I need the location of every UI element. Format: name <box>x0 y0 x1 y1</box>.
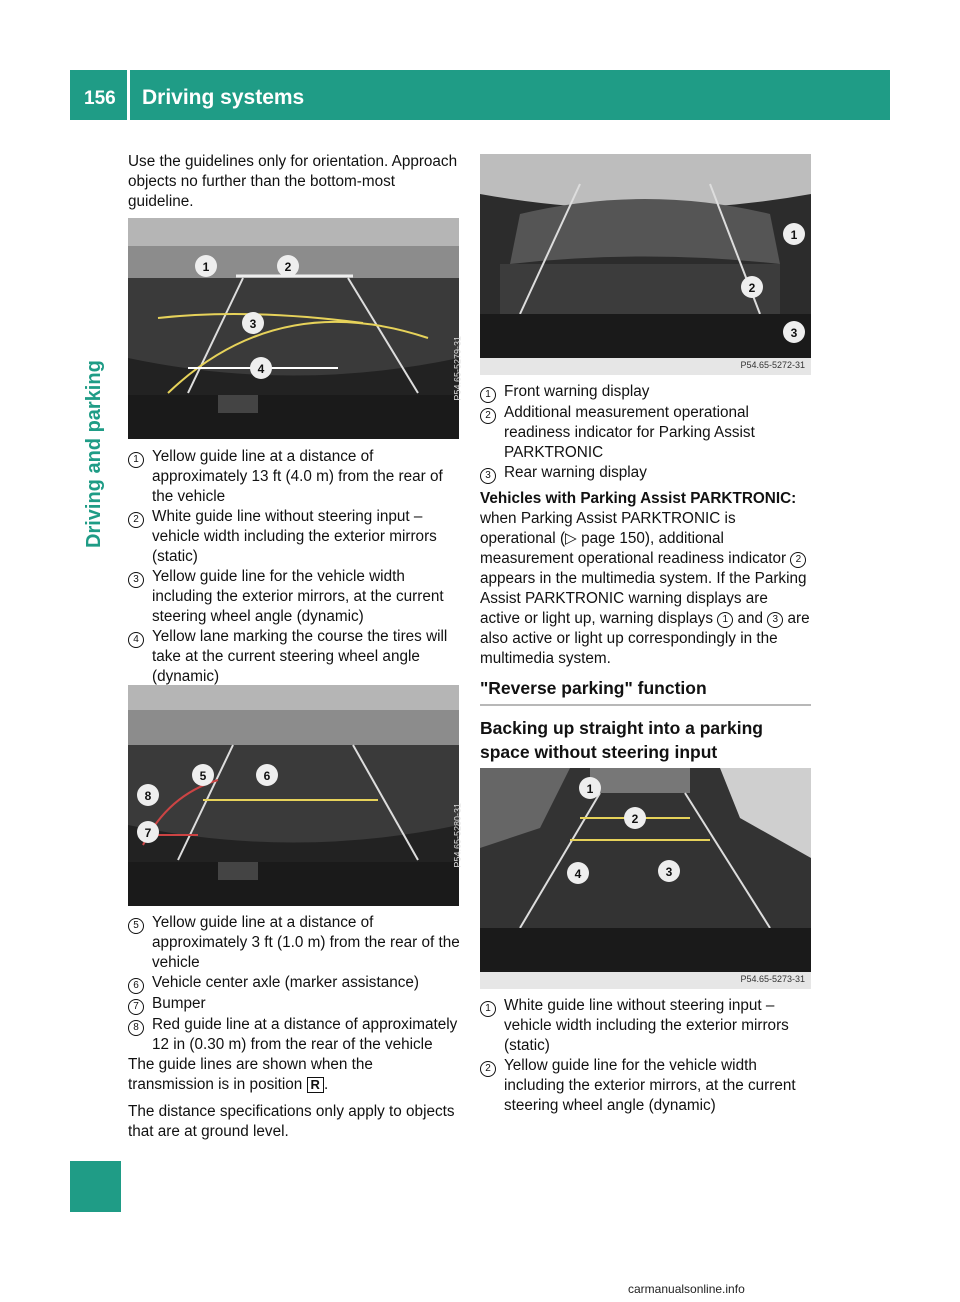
section-rule <box>480 704 811 706</box>
paragraph-text: . <box>323 1076 329 1093</box>
svg-text:4: 4 <box>574 867 582 881</box>
legend-item <box>128 913 460 973</box>
item-text: Yellow guide line at a distance of approximately 13 ft (4.0 m) from the rear of the vehicle <box>152 448 443 505</box>
header-divider <box>127 70 130 120</box>
item-number: 6 <box>128 978 144 994</box>
item-text: Bumper <box>152 995 206 1012</box>
camera-image-3 <box>480 154 811 375</box>
item-number: 7 <box>128 999 144 1015</box>
page-header <box>70 70 890 120</box>
item-text: Front warning display <box>504 383 650 400</box>
ref-number: 1 <box>717 612 733 628</box>
legend-item <box>128 567 460 627</box>
svg-text:3: 3 <box>665 865 673 879</box>
camera-image-4 <box>480 768 811 989</box>
bold-lead: Vehicles with Parking Assist PARKTRONIC: <box>480 490 797 507</box>
chapter-sidebar-label: Driving and parking <box>83 360 105 548</box>
gear-r-symbol: R <box>307 1077 324 1093</box>
item-number: 1 <box>480 1001 496 1017</box>
item-text: Yellow guide line for the vehicle width including the exterior mirrors, at the current steering wheel angle (dynamic) <box>504 1057 796 1114</box>
item-number: 1 <box>128 452 144 468</box>
item-number: 3 <box>128 572 144 588</box>
item-text: Additional measurement operational readiness indicator for Parking Assist PARKTRONIC <box>504 404 755 461</box>
legend-item <box>128 627 460 687</box>
footer-watermark: carmanualsonline.info <box>628 1282 745 1296</box>
item-number: 2 <box>128 512 144 528</box>
paragraph-text: appears in the multimedia system. If the Parking Assist PARKTRONIC warning displays are active or light up, warning displays <box>480 570 807 627</box>
transmission-paragraph <box>128 1055 460 1095</box>
legend-list-2 <box>128 913 460 1055</box>
chapter-tab-block <box>70 1161 121 1212</box>
svg-text:5: 5 <box>199 769 207 783</box>
legend-item <box>480 1056 812 1116</box>
item-number: 5 <box>128 918 144 934</box>
legend-item <box>128 1015 460 1055</box>
image-code: P54.65-5279-31 <box>453 336 463 401</box>
item-number: 4 <box>128 632 144 648</box>
svg-text:8: 8 <box>144 789 152 803</box>
legend-item <box>480 382 812 403</box>
item-number: 8 <box>128 1020 144 1036</box>
legend-list-1 <box>128 447 460 687</box>
item-text: White guide line without steering input – vehicle width including the exterior mirrors (static) <box>152 508 437 565</box>
svg-text:4: 4 <box>257 362 265 376</box>
legend-item <box>128 447 460 507</box>
item-text: Yellow guide line for the vehicle width including the exterior mirrors, at the current steering wheel angle (dynamic) <box>152 568 444 625</box>
legend-list-4 <box>480 996 812 1116</box>
section-title: Driving systems <box>142 86 305 109</box>
item-number: 2 <box>480 408 496 424</box>
svg-text:1: 1 <box>586 782 594 796</box>
item-text: White guide line without steering input – vehicle width including the exterior mirrors (static) <box>504 997 789 1054</box>
image-code: P54.65-5272-31 <box>740 360 805 370</box>
paragraph-text: and <box>737 610 764 627</box>
item-number: 1 <box>480 387 496 403</box>
camera-image-1 <box>128 218 463 439</box>
intro-paragraph: Use the guidelines only for orientation. Approach objects no further than the bottom-most guideline. <box>128 153 458 210</box>
item-text: Vehicle center axle (marker assistance) <box>152 974 419 991</box>
paragraph-text: when Parking Assist PARKTRONIC is operational ( <box>480 510 736 547</box>
paragraph-text: page 150), additional measurement operational readiness indicator <box>480 530 787 567</box>
item-text: Rear warning display <box>504 464 647 481</box>
legend-item <box>480 403 812 463</box>
distance-paragraph: The distance specifications only apply to objects that are at ground level. <box>128 1103 455 1140</box>
page-number: 156 <box>84 88 116 109</box>
camera-image-2 <box>128 685 463 906</box>
ref-number: 3 <box>767 612 783 628</box>
page-ref-arrow-icon: ▷ <box>565 530 577 547</box>
sub-heading: Backing up straight into a parking space without steering input <box>480 718 763 762</box>
legend-item <box>128 994 460 1015</box>
svg-text:2: 2 <box>284 260 292 274</box>
item-number: 3 <box>480 468 496 484</box>
item-text: Red guide line at a distance of approximately 12 in (0.30 m) from the rear of the vehicle <box>152 1016 458 1053</box>
item-text: Yellow lane marking the course the tires will take at the current steering wheel angle (dynamic) <box>152 628 448 685</box>
legend-item <box>128 507 460 567</box>
legend-list-3 <box>480 382 812 484</box>
legend-item <box>480 463 812 484</box>
svg-text:1: 1 <box>790 228 798 242</box>
ref-number: 2 <box>790 552 806 568</box>
paragraph-text: The guide lines are shown when the transmission is in position <box>128 1056 373 1093</box>
legend-item <box>480 996 812 1056</box>
svg-text:2: 2 <box>748 281 756 295</box>
svg-text:2: 2 <box>631 812 639 826</box>
image-code: P54.65-5273-31 <box>740 974 805 984</box>
svg-text:7: 7 <box>144 826 152 840</box>
image-code: P54.65-5280-31 <box>453 803 463 868</box>
svg-text:3: 3 <box>790 326 798 340</box>
item-text: Yellow guide line at a distance of approximately 3 ft (1.0 m) from the rear of the vehicle <box>152 914 460 971</box>
item-number: 2 <box>480 1061 496 1077</box>
paragraph-text: are also active or light up correspondingly in the multimedia system. <box>480 610 810 667</box>
svg-text:6: 6 <box>263 769 271 783</box>
svg-text:3: 3 <box>249 317 257 331</box>
svg-text:1: 1 <box>202 260 210 274</box>
section-heading: "Reverse parking" function <box>480 678 707 698</box>
parktronic-paragraph <box>480 489 812 669</box>
legend-item <box>128 973 460 994</box>
